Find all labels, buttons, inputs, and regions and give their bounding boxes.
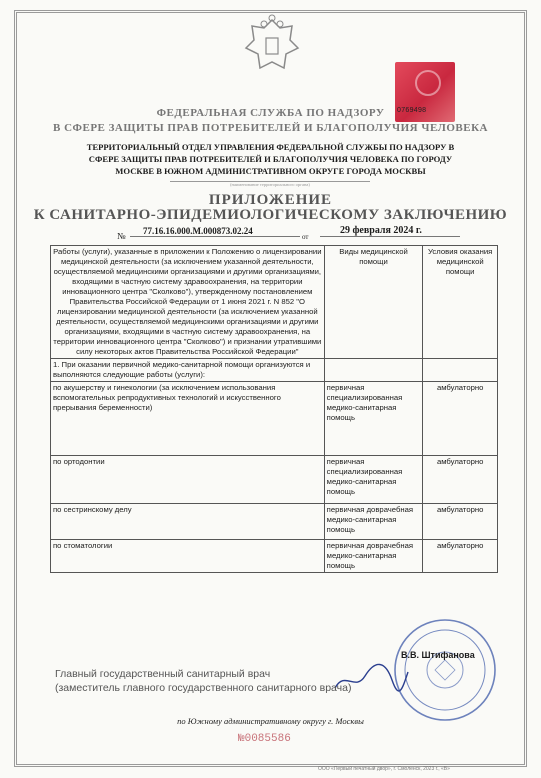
table-cell: [423, 359, 498, 382]
table-row: [51, 456, 498, 504]
document-date: 29 февраля 2024 г.: [340, 225, 422, 236]
hologram-code: 0769498: [397, 107, 427, 114]
signer-district: по Южному административному округу г. Москвы: [177, 716, 364, 726]
services-table: [50, 245, 498, 573]
document-number: 77.16.16.000.М.000873.02.24: [143, 226, 253, 236]
territorial-line2: СФЕРЕ ЗАЩИТЫ ПРАВ ПОТРЕБИТЕЛЕЙ И БЛАГОПОЛУЧИЯ ЧЕЛОВЕКА ПО ГОРОДУ: [88, 154, 453, 164]
section-title: 1. При оказании первичной медико-санитарной помощи организуются и выполняются следующие работы (услуги):: [51, 359, 325, 382]
table-section-row: [51, 359, 498, 382]
row-work: по ортодонтии: [51, 456, 325, 504]
row-care-type: первичная доврачебная медико-санитарная помощь: [324, 540, 423, 573]
row-condition: амбулаторно: [423, 382, 498, 456]
header-works: Работы (услуги), указанные в приложении к Положению о лицензировании медицинской деятельности (за исключением указанной деятельности, осуществляемой медицинскими организациями и другими организациями, входящими в частную систему здравоохранения, на территории инновационного центра "Сколково"), утвержденному постановлением Правительства Российской Федерации от 1 июня 2021 г. N 852 "О лицензировании медицинской деятельности (за исключением указанной деятельности, осуществляемой медицинскими организациями и другими организациями, входящими в частную систему здравоохранения, на территории инновационного центра "Сколково") и признании утратившими силу некоторых актов Правительства Российской Федерации": [51, 246, 325, 359]
row-care-type: первичная доврачебная медико-санитарная помощь: [324, 504, 423, 540]
signer-title: Главный государственный санитарный врач: [55, 668, 271, 680]
signer-title-note: (заместитель главного государственного санитарного врача): [55, 682, 352, 694]
header-conditions: Условия оказания медицинской помощи: [423, 246, 498, 359]
printer-imprint: ООО «Первый печатный двор», г. Смоленск, 2023 г., «В»: [318, 766, 450, 772]
table-header-row: [51, 246, 498, 359]
document-subtitle: К САНИТАРНО-ЭПИДЕМИОЛОГИЧЕСКОМУ ЗАКЛЮЧЕНИЮ: [33, 207, 508, 223]
coat-of-arms-icon: [240, 14, 304, 78]
territorial-line3: МОСКВЕ В ЮЖНОМ АДМИНИСТРАТИВНОМ ОКРУГЕ ГОРОДА МОСКВЫ: [115, 166, 426, 176]
territorial-department: [0, 141, 541, 177]
organ-caption: (наименование территориального органа): [170, 181, 370, 187]
number-underline: [130, 236, 300, 237]
row-care-type: первичная специализированная медико-санитарная помощь: [324, 382, 423, 456]
date-underline: [320, 236, 460, 237]
table-row: [51, 504, 498, 540]
blank-number: №0085586: [238, 733, 291, 745]
row-condition: амбулаторно: [423, 504, 498, 540]
table-cell: [324, 359, 423, 382]
row-condition: амбулаторно: [423, 540, 498, 573]
row-care-type: первичная специализированная медико-санитарная помощь: [324, 456, 423, 504]
service-name-line2: В СФЕРЕ ЗАЩИТЫ ПРАВ ПОТРЕБИТЕЛЕЙ И БЛАГОПОЛУЧИЯ ЧЕЛОВЕКА: [53, 122, 488, 134]
row-work: по акушерству и гинекологии (за исключением использования вспомогательных репродуктивных технологий и искусственного прерывания беременности): [51, 382, 325, 456]
service-name-line1: ФЕДЕРАЛЬНАЯ СЛУЖБА ПО НАДЗОРУ: [156, 107, 385, 119]
row-condition: амбулаторно: [423, 456, 498, 504]
table-row: [51, 540, 498, 573]
row-work: по сестринскому делу: [51, 504, 325, 540]
date-prefix: от: [302, 233, 309, 241]
territorial-line1: ТЕРРИТОРИАЛЬНЫЙ ОТДЕЛ УПРАВЛЕНИЯ ФЕДЕРАЛЬНОЙ СЛУЖБЫ ПО НАДЗОРУ В: [86, 142, 455, 152]
table-row: [51, 382, 498, 456]
header-care-type: Виды медицинской помощи: [324, 246, 423, 359]
hologram-ring-icon: [415, 70, 441, 96]
row-work: по стоматологии: [51, 540, 325, 573]
signer-name: В.В. Штифанова: [401, 650, 475, 660]
number-sign: №: [117, 231, 126, 241]
document-title: ПРИЛОЖЕНИЕ: [208, 192, 333, 208]
